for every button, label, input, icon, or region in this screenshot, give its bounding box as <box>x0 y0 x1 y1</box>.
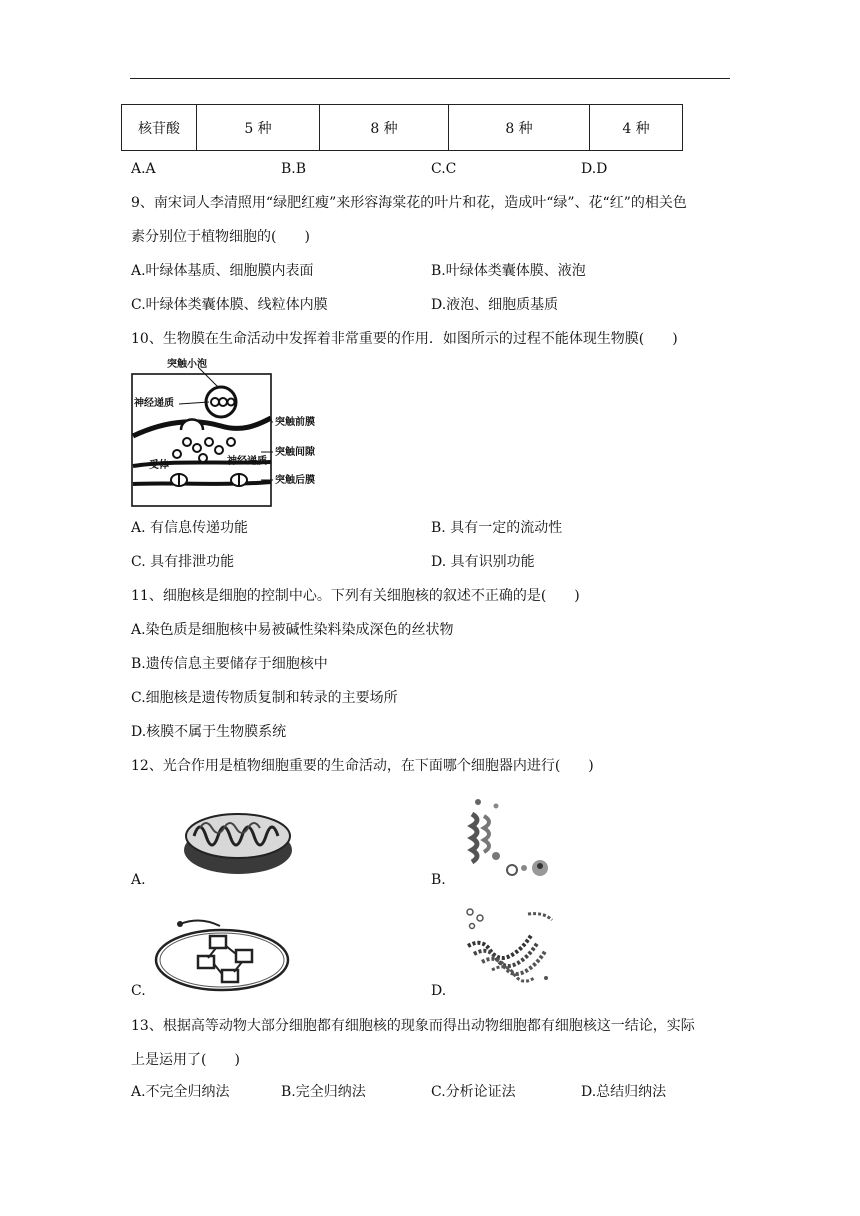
q11-stem: 11、细胞核是细胞的控制中心。下列有关细胞核的叙述不正确的是( ) <box>131 588 580 604</box>
endoplasmic-reticulum-icon <box>458 906 564 990</box>
chloroplast-icon <box>150 916 294 996</box>
q8-option-b: B.B <box>281 161 307 177</box>
q9-stem-line2: 素分别位于植物细胞的( ) <box>131 229 310 245</box>
q12-option-a: A. <box>131 872 146 888</box>
q12-option-c: C. <box>131 983 146 999</box>
q11-option-c: C.细胞核是遗传物质复制和转录的主要场所 <box>131 690 398 706</box>
header-rule <box>130 78 730 79</box>
q8-option-d: D.D <box>581 161 608 177</box>
table-row-label: 核苷酸 <box>122 105 197 151</box>
table-cell: 4 种 <box>590 105 683 151</box>
q10-option-d: D. 具有识别功能 <box>431 554 535 570</box>
q9-option-b: B.叶绿体类囊体膜、液泡 <box>431 263 586 279</box>
q13-option-c: C.分析论证法 <box>431 1084 516 1100</box>
q13-option-b: B.完全归纳法 <box>281 1084 366 1100</box>
label-pre-membrane: 突触前膜 <box>275 417 315 428</box>
q12-stem: 12、光合作用是植物细胞重要的生命活动，在下面哪个细胞器内进行( ) <box>131 758 594 774</box>
q12-option-d: D. <box>431 983 447 999</box>
table-cell: 5 种 <box>197 105 320 151</box>
label-vesicle: 突触小泡 <box>167 359 207 370</box>
label-cleft: 突触间隙 <box>275 447 315 458</box>
q11-option-d: D.核膜不属于生物膜系统 <box>131 724 287 740</box>
golgi-apparatus-icon <box>460 796 560 888</box>
table-cell: 8 种 <box>449 105 590 151</box>
q9-stem-line1: 9、南宋词人李清照用“绿肥红瘦”来形容海棠花的叶片和花，造成叶“绿”、花“红”的相关色 <box>131 195 687 211</box>
label-receptor: 受体 <box>149 460 169 471</box>
table-row <box>122 105 683 151</box>
q10-option-a: A. 有信息传递功能 <box>131 520 249 536</box>
nucleotide-table <box>121 104 683 151</box>
q10-option-c: C. 具有排泄功能 <box>131 554 235 570</box>
q10-option-b: B. 具有一定的流动性 <box>431 520 563 536</box>
label-post-membrane: 突触后膜 <box>275 475 315 486</box>
q9-option-d: D.液泡、细胞质基质 <box>431 297 559 313</box>
q9-option-a: A.叶绿体基质、细胞膜内表面 <box>131 263 314 279</box>
q13-option-d: D.总结归纳法 <box>581 1084 667 1100</box>
q13-option-a: A.不完全归纳法 <box>131 1084 230 1100</box>
q9-option-c: C.叶绿体类囊体膜、线粒体内膜 <box>131 297 328 313</box>
table-cell: 8 种 <box>320 105 449 151</box>
q13-stem-line1: 13、根据高等动物大部分细胞都有细胞核的现象而得出动物细胞都有细胞核这一结论，实际 <box>131 1018 695 1034</box>
synapse-figure <box>131 356 341 508</box>
q12-option-b: B. <box>431 872 446 888</box>
label-neurotransmitter-2: 神经递质 <box>227 456 267 467</box>
mitochondrion-icon <box>180 800 298 880</box>
q11-option-a: A.染色质是细胞核中易被碱性染料染成深色的丝状物 <box>131 622 454 638</box>
q13-stem-line2: 上是运用了( ) <box>131 1052 240 1068</box>
q11-option-b: B.遗传信息主要储存于细胞核中 <box>131 656 328 672</box>
label-neurotransmitter: 神经递质 <box>134 398 174 409</box>
q8-option-a: A.A <box>131 161 156 177</box>
q8-option-c: C.C <box>431 161 457 177</box>
q10-stem: 10、生物膜在生命活动中发挥着非常重要的作用．如图所示的过程不能体现生物膜( ) <box>131 331 678 347</box>
